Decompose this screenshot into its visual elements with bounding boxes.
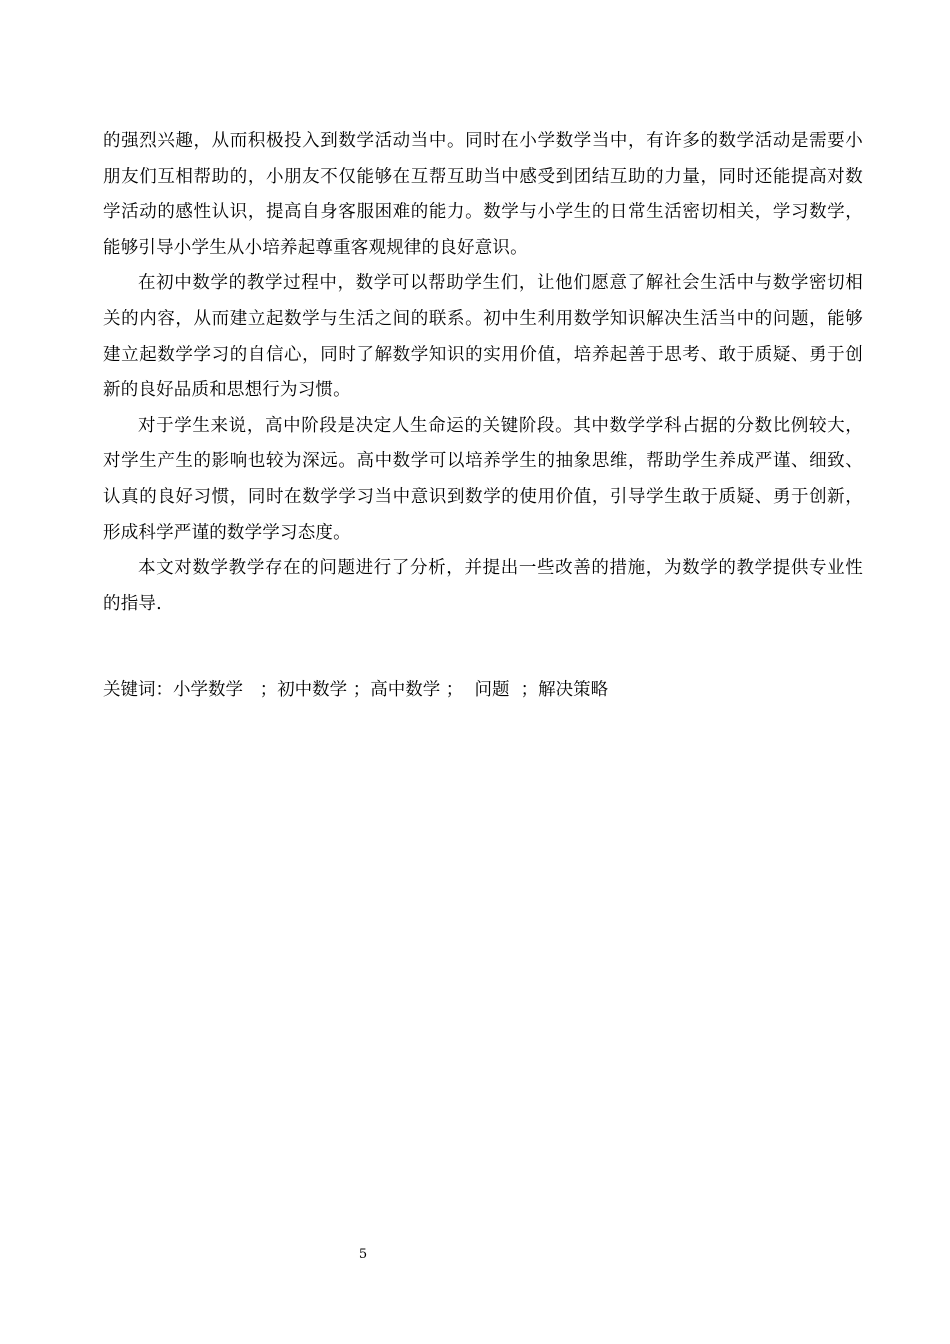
paragraph-1: 的强烈兴趣，从而积极投入到数学活动当中。同时在小学数学当中，有许多的数学活动是需要小朋友们互相帮助的，小朋友不仅能够在互帮互助当中感受到团结互助的力量，同时还能提高对数学活动的感性认识，提高自身客服困难的能力。数学与小学生的日常生活密切相关，学习数学，能够引导小学生从小培养起尊重客观规律的良好意识。 bbox=[103, 131, 863, 258]
paragraph-3: 对于学生来说，高中阶段是决定人生命运的关键阶段。其中数学学科占据的分数比例较大，对学生产生的影响也较为深远。高中数学可以培养学生的抽象思维，帮助学生养成严谨、细致、认真的良好习惯，同时在数学学习当中意识到数学的使用价值，引导学生敢于质疑、勇于创新，形成科学严谨的数学学习态度。 bbox=[103, 415, 863, 543]
paragraph-4: 本文对数学教学存在的问题进行了分析，并提出一些改善的措施，为数学的教学提供专业性的指导. bbox=[103, 558, 863, 614]
page-number: 5 bbox=[358, 1247, 368, 1262]
body-text bbox=[103, 124, 863, 622]
paragraph-2: 在初中数学的教学过程中，数学可以帮助学生们，让他们愿意了解社会生活中与数学密切相关的内容，从而建立起数学与生活之间的联系。初中生利用数学知识解决生活当中的问题，能够建立起数学学习的自信心，同时了解数学知识的实用价值，培养起善于思考、敢于质疑、勇于创新的良好品质和思想行为习惯。 bbox=[103, 273, 863, 401]
keywords-line: 关键词：小学数学 ；初中数学 ；高中数学 ； 问题 ；解决策略 bbox=[103, 680, 609, 700]
